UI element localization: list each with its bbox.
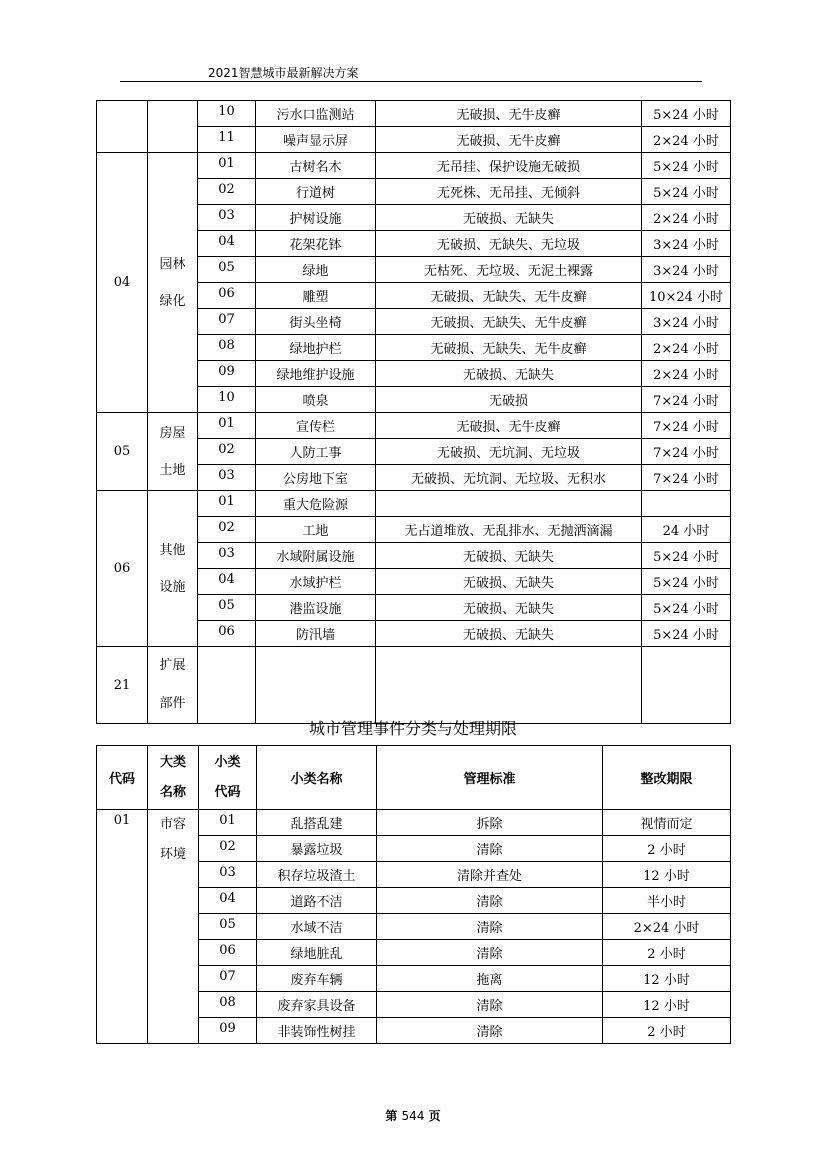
management-standard: 无破损、无缺失、无牛皮癣: [376, 309, 642, 335]
management-standard: 清除: [377, 836, 603, 862]
minor-code: 02: [198, 517, 256, 543]
item-name: 水域不洁: [257, 914, 377, 940]
time-limit: [642, 491, 731, 517]
header-code: 代码: [97, 746, 148, 810]
time-limit: 3×24 小时: [642, 257, 731, 283]
item-name: 古树名木: [256, 153, 376, 179]
minor-code: 06: [199, 940, 257, 966]
minor-code: 01: [198, 491, 256, 517]
item-name: 暴露垃圾: [257, 836, 377, 862]
major-code: 06: [97, 491, 148, 647]
minor-code: 09: [198, 361, 256, 387]
management-standard: 无破损、无牛皮癣: [376, 413, 642, 439]
management-standard: 无占道堆放、无乱排水、无抛洒滴漏: [376, 517, 642, 543]
item-name: 行道树: [256, 179, 376, 205]
item-name: 噪声显示屏: [256, 127, 376, 153]
item-name: 宣传栏: [256, 413, 376, 439]
time-limit: 12 小时: [603, 862, 731, 888]
minor-code: 02: [199, 836, 257, 862]
item-name: 重大危险源: [256, 491, 376, 517]
item-name: 绿地脏乱: [257, 940, 377, 966]
time-limit: 2×24 小时: [603, 914, 731, 940]
time-limit: 2×24 小时: [642, 205, 731, 231]
empty-cell: [642, 647, 731, 724]
page-footer: 第 544 页: [385, 1109, 441, 1123]
management-standard: 无破损、无缺失、无垃圾: [376, 231, 642, 257]
management-standard: 无破损、无牛皮癣: [376, 127, 642, 153]
minor-code: 09: [199, 1018, 257, 1044]
item-name: 绿地: [256, 257, 376, 283]
management-standard: 无死株、无吊挂、无倾斜: [376, 179, 642, 205]
item-name: 街头坐椅: [256, 309, 376, 335]
minor-code: 07: [198, 309, 256, 335]
minor-code: 02: [198, 439, 256, 465]
minor-code: 08: [198, 335, 256, 361]
management-standard: 清除: [377, 940, 603, 966]
management-standard: 无破损、无缺失、无牛皮癣: [376, 335, 642, 361]
time-limit: 2×24 小时: [642, 361, 731, 387]
page-number: 544: [401, 1109, 425, 1123]
minor-code: 05: [199, 914, 257, 940]
minor-code: 06: [198, 621, 256, 647]
time-limit: 5×24 小时: [642, 179, 731, 205]
item-name: 乱搭乱建: [257, 810, 377, 836]
major-category: 扩展 部件: [148, 647, 198, 724]
time-limit: 5×24 小时: [642, 101, 731, 127]
header-minor-name: 小类名称: [257, 746, 377, 810]
item-name: 雕塑: [256, 283, 376, 309]
management-standard: 无破损、无坑洞、无垃圾: [376, 439, 642, 465]
item-name: 水域附属设施: [256, 543, 376, 569]
major-code: 05: [97, 413, 148, 491]
time-limit: 半小时: [603, 888, 731, 914]
management-standard: 无破损、无牛皮癣: [376, 101, 642, 127]
table-row: [97, 413, 731, 439]
empty-cell: [256, 647, 376, 724]
table-row: [97, 491, 731, 517]
major-code: 04: [97, 153, 148, 413]
minor-code: 01: [198, 153, 256, 179]
time-limit: 2 小时: [603, 1018, 731, 1044]
minor-code: 11: [198, 127, 256, 153]
time-limit: 5×24 小时: [642, 543, 731, 569]
management-standard: 拆除: [377, 810, 603, 836]
minor-code: 04: [198, 569, 256, 595]
management-standard: 清除: [377, 888, 603, 914]
header-limit: 整改期限: [603, 746, 731, 810]
time-limit: 12 小时: [603, 966, 731, 992]
item-name: 花架花钵: [256, 231, 376, 257]
minor-code: 02: [198, 179, 256, 205]
empty-cell: [376, 647, 642, 724]
management-standard: 清除并查处: [377, 862, 603, 888]
table-row: [97, 647, 731, 724]
time-limit: 2 小时: [603, 940, 731, 966]
minor-code: 08: [199, 992, 257, 1018]
item-name: 非装饰性树挂: [257, 1018, 377, 1044]
item-name: 道路不洁: [257, 888, 377, 914]
major-category: 房屋 土地: [148, 413, 198, 491]
time-limit: 7×24 小时: [642, 465, 731, 491]
table-row: [97, 101, 731, 127]
empty-cell: [198, 647, 256, 724]
management-standard: [376, 491, 642, 517]
item-name: 公房地下室: [256, 465, 376, 491]
minor-code: 01: [199, 810, 257, 836]
time-limit: 7×24 小时: [642, 387, 731, 413]
minor-code: 06: [198, 283, 256, 309]
management-standard: 无破损: [376, 387, 642, 413]
time-limit: 3×24 小时: [642, 309, 731, 335]
management-standard: 清除: [377, 914, 603, 940]
minor-code: 01: [198, 413, 256, 439]
minor-code: 05: [198, 595, 256, 621]
minor-code: 05: [198, 257, 256, 283]
management-standard: 无破损、无缺失、无牛皮癣: [376, 283, 642, 309]
time-limit: 5×24 小时: [642, 595, 731, 621]
page-header-title: 2021智慧城市最新解决方案: [208, 66, 359, 80]
minor-code: 04: [198, 231, 256, 257]
table-caption: 城市管理事件分类与处理期限: [308, 719, 517, 738]
item-name: 废弃家具设备: [257, 992, 377, 1018]
management-standard: 无吊挂、保护设施无破损: [376, 153, 642, 179]
management-standard: 拖离: [377, 966, 603, 992]
item-name: 工地: [256, 517, 376, 543]
header-major-category: 大类 名称: [148, 746, 199, 810]
time-limit: 12 小时: [603, 992, 731, 1018]
management-standard: 无破损、无缺失: [376, 621, 642, 647]
time-limit: 3×24 小时: [642, 231, 731, 257]
minor-code: 10: [198, 101, 256, 127]
major-category: [148, 101, 198, 153]
management-standard: 无枯死、无垃圾、无泥土裸露: [376, 257, 642, 283]
management-standard: 清除: [377, 1018, 603, 1044]
minor-code: 10: [198, 387, 256, 413]
major-code: 01: [97, 810, 148, 1044]
item-name: 绿地维护设施: [256, 361, 376, 387]
management-standard: 无破损、无缺失: [376, 205, 642, 231]
minor-code: 03: [198, 465, 256, 491]
table-row: [97, 153, 731, 179]
table-row: [97, 810, 731, 836]
management-standard: 无破损、无缺失: [376, 595, 642, 621]
major-code: 21: [97, 647, 148, 724]
major-category: 其他 设施: [148, 491, 198, 647]
header-standard: 管理标准: [377, 746, 603, 810]
time-limit: 2×24 小时: [642, 127, 731, 153]
time-limit: 视情而定: [603, 810, 731, 836]
header-minor-code: 小类 代码: [199, 746, 257, 810]
item-name: 港监设施: [256, 595, 376, 621]
time-limit: 24 小时: [642, 517, 731, 543]
time-limit: 2 小时: [603, 836, 731, 862]
item-name: 人防工事: [256, 439, 376, 465]
item-name: 污水口监测站: [256, 101, 376, 127]
time-limit: 5×24 小时: [642, 153, 731, 179]
time-limit: 5×24 小时: [642, 621, 731, 647]
minor-code: 07: [199, 966, 257, 992]
management-standard: 无破损、无坑洞、无垃圾、无积水: [376, 465, 642, 491]
minor-code: 03: [198, 543, 256, 569]
event-table: [96, 745, 731, 1044]
item-name: 喷泉: [256, 387, 376, 413]
time-limit: 7×24 小时: [642, 439, 731, 465]
time-limit: 5×24 小时: [642, 569, 731, 595]
minor-code: 03: [199, 862, 257, 888]
major-category: 园林 绿化: [148, 153, 198, 413]
item-name: 护树设施: [256, 205, 376, 231]
item-name: 防汛墙: [256, 621, 376, 647]
item-name: 水域护栏: [256, 569, 376, 595]
management-standard: 清除: [377, 992, 603, 1018]
component-table: [96, 100, 731, 724]
item-name: 积存垃圾渣土: [257, 862, 377, 888]
item-name: 绿地护栏: [256, 335, 376, 361]
minor-code: 04: [199, 888, 257, 914]
time-limit: 2×24 小时: [642, 335, 731, 361]
management-standard: 无破损、无缺失: [376, 361, 642, 387]
major-category: 市容 环境: [148, 810, 199, 1044]
management-standard: 无破损、无缺失: [376, 543, 642, 569]
time-limit: 10×24 小时: [642, 283, 731, 309]
management-standard: 无破损、无缺失: [376, 569, 642, 595]
minor-code: 03: [198, 205, 256, 231]
time-limit: 7×24 小时: [642, 413, 731, 439]
item-name: 废弃车辆: [257, 966, 377, 992]
major-code: [97, 101, 148, 153]
header-rule: [120, 81, 702, 82]
